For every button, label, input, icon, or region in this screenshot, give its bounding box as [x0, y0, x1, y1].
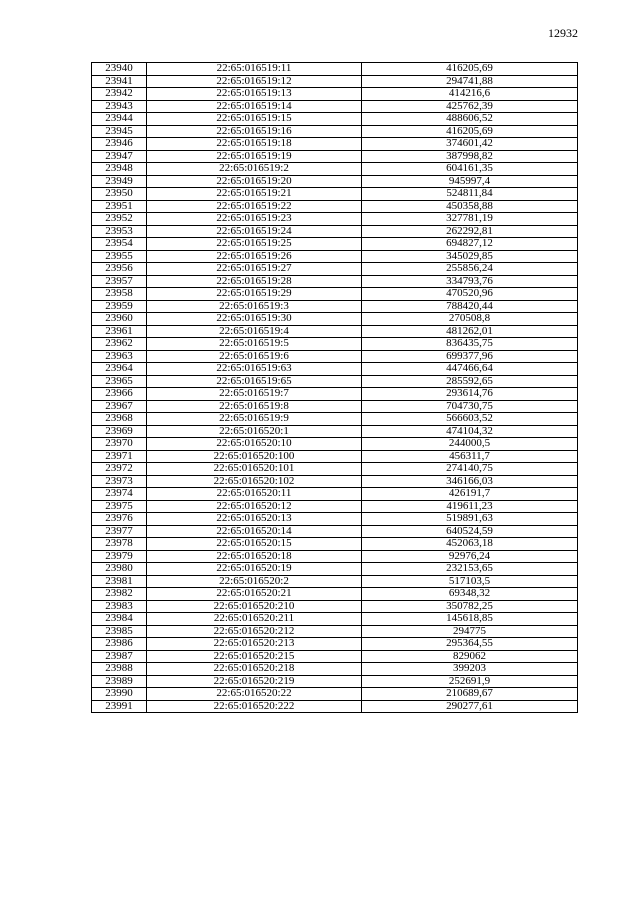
table-row: [92, 663, 578, 676]
value-cell: 252691,9: [362, 675, 578, 688]
value-cell: 416205,69: [362, 63, 578, 76]
value-cell: 262292,81: [362, 225, 578, 238]
row-number-cell: 23946: [92, 138, 147, 151]
value-cell: 519891,63: [362, 513, 578, 526]
table-row: [92, 638, 578, 651]
table-row: [92, 525, 578, 538]
row-number-cell: 23970: [92, 438, 147, 451]
row-number-cell: 23974: [92, 488, 147, 501]
table-row: [92, 63, 578, 76]
cadastral-number-cell: 22:65:016519:8: [147, 400, 362, 413]
row-number-cell: 23956: [92, 263, 147, 276]
value-cell: 346166,03: [362, 475, 578, 488]
row-number-cell: 23978: [92, 538, 147, 551]
row-number-cell: 23973: [92, 475, 147, 488]
row-number-cell: 23980: [92, 563, 147, 576]
value-cell: 524811,84: [362, 188, 578, 201]
table-row: [92, 438, 578, 451]
value-cell: 232153,65: [362, 563, 578, 576]
row-number-cell: 23981: [92, 575, 147, 588]
table-row: [92, 113, 578, 126]
cadastral-number-cell: 22:65:016519:18: [147, 138, 362, 151]
row-number-cell: 23991: [92, 700, 147, 713]
row-number-cell: 23983: [92, 600, 147, 613]
value-cell: 836435,75: [362, 338, 578, 351]
row-number-cell: 23942: [92, 88, 147, 101]
table-row: [92, 88, 578, 101]
table-row: [92, 313, 578, 326]
cadastral-number-cell: 22:65:016520:1: [147, 425, 362, 438]
cadastral-number-cell: 22:65:016520:19: [147, 563, 362, 576]
table-row: [92, 325, 578, 338]
cadastral-number-cell: 22:65:016519:2: [147, 163, 362, 176]
row-number-cell: 23985: [92, 625, 147, 638]
table-row: [92, 350, 578, 363]
row-number-cell: 23941: [92, 75, 147, 88]
table-row: [92, 163, 578, 176]
value-cell: 945997,4: [362, 175, 578, 188]
data-table: [91, 62, 578, 713]
value-cell: 699377,96: [362, 350, 578, 363]
cadastral-number-cell: 22:65:016519:20: [147, 175, 362, 188]
row-number-cell: 23950: [92, 188, 147, 201]
cadastral-number-cell: 22:65:016519:6: [147, 350, 362, 363]
cadastral-number-cell: 22:65:016519:4: [147, 325, 362, 338]
cadastral-number-cell: 22:65:016520:213: [147, 638, 362, 651]
table-row: [92, 425, 578, 438]
value-cell: 414216,6: [362, 88, 578, 101]
value-cell: 788420,44: [362, 300, 578, 313]
table-row: [92, 463, 578, 476]
row-number-cell: 23949: [92, 175, 147, 188]
cadastral-number-cell: 22:65:016520:21: [147, 588, 362, 601]
cadastral-number-cell: 22:65:016520:211: [147, 613, 362, 626]
row-number-cell: 23959: [92, 300, 147, 313]
row-number-cell: 23989: [92, 675, 147, 688]
table-row: [92, 600, 578, 613]
table-row: [92, 100, 578, 113]
cadastral-number-cell: 22:65:016519:12: [147, 75, 362, 88]
value-cell: 829062: [362, 650, 578, 663]
row-number-cell: 23982: [92, 588, 147, 601]
value-cell: 399203: [362, 663, 578, 676]
row-number-cell: 23960: [92, 313, 147, 326]
cadastral-number-cell: 22:65:016519:30: [147, 313, 362, 326]
value-cell: 244000,5: [362, 438, 578, 451]
table-row: [92, 200, 578, 213]
table-row: [92, 588, 578, 601]
value-cell: 285592,65: [362, 375, 578, 388]
table-row: [92, 488, 578, 501]
cadastral-number-cell: 22:65:016519:3: [147, 300, 362, 313]
cadastral-number-cell: 22:65:016519:27: [147, 263, 362, 276]
cadastral-number-cell: 22:65:016519:13: [147, 88, 362, 101]
page-number: 12932: [548, 26, 578, 40]
value-cell: 69348,32: [362, 588, 578, 601]
table-row: [92, 213, 578, 226]
table-row: [92, 150, 578, 163]
value-cell: 481262,01: [362, 325, 578, 338]
row-number-cell: 23986: [92, 638, 147, 651]
table-row: [92, 263, 578, 276]
table-row: [92, 450, 578, 463]
cadastral-number-cell: 22:65:016519:7: [147, 388, 362, 401]
cadastral-number-cell: 22:65:016520:12: [147, 500, 362, 513]
row-number-cell: 23952: [92, 213, 147, 226]
table-row: [92, 613, 578, 626]
table-row: [92, 388, 578, 401]
table-row: [92, 475, 578, 488]
value-cell: 488606,52: [362, 113, 578, 126]
row-number-cell: 23947: [92, 150, 147, 163]
row-number-cell: 23963: [92, 350, 147, 363]
cadastral-number-cell: 22:65:016519:14: [147, 100, 362, 113]
cadastral-number-cell: 22:65:016519:15: [147, 113, 362, 126]
row-number-cell: 23971: [92, 450, 147, 463]
value-cell: 452063,18: [362, 538, 578, 551]
cadastral-number-cell: 22:65:016519:11: [147, 63, 362, 76]
cadastral-number-cell: 22:65:016519:24: [147, 225, 362, 238]
row-number-cell: 23961: [92, 325, 147, 338]
value-cell: 566603,52: [362, 413, 578, 426]
table-row: [92, 538, 578, 551]
row-number-cell: 23940: [92, 63, 147, 76]
cadastral-number-cell: 22:65:016520:14: [147, 525, 362, 538]
cadastral-number-cell: 22:65:016520:222: [147, 700, 362, 713]
value-cell: 474104,32: [362, 425, 578, 438]
table-row: [92, 75, 578, 88]
row-number-cell: 23944: [92, 113, 147, 126]
cadastral-number-cell: 22:65:016519:5: [147, 338, 362, 351]
value-cell: 450358,88: [362, 200, 578, 213]
table-row: [92, 700, 578, 713]
value-cell: 295364,55: [362, 638, 578, 651]
cadastral-number-cell: 22:65:016520:101: [147, 463, 362, 476]
row-number-cell: 23966: [92, 388, 147, 401]
value-cell: 274140,75: [362, 463, 578, 476]
cadastral-number-cell: 22:65:016520:18: [147, 550, 362, 563]
cadastral-number-cell: 22:65:016520:11: [147, 488, 362, 501]
value-cell: 210689,67: [362, 688, 578, 701]
table-row: [92, 625, 578, 638]
table-row: [92, 650, 578, 663]
value-cell: 327781,19: [362, 213, 578, 226]
table-body: [92, 63, 578, 713]
cadastral-number-cell: 22:65:016519:22: [147, 200, 362, 213]
table-row: [92, 513, 578, 526]
row-number-cell: 23968: [92, 413, 147, 426]
table-row: [92, 575, 578, 588]
row-number-cell: 23976: [92, 513, 147, 526]
row-number-cell: 23945: [92, 125, 147, 138]
table-row: [92, 688, 578, 701]
value-cell: 425762,39: [362, 100, 578, 113]
row-number-cell: 23967: [92, 400, 147, 413]
row-number-cell: 23958: [92, 288, 147, 301]
row-number-cell: 23957: [92, 275, 147, 288]
row-number-cell: 23948: [92, 163, 147, 176]
row-number-cell: 23984: [92, 613, 147, 626]
cadastral-number-cell: 22:65:016520:15: [147, 538, 362, 551]
table-row: [92, 175, 578, 188]
cadastral-number-cell: 22:65:016520:100: [147, 450, 362, 463]
cadastral-number-cell: 22:65:016519:29: [147, 288, 362, 301]
table-row: [92, 188, 578, 201]
table-row: [92, 138, 578, 151]
row-number-cell: 23979: [92, 550, 147, 563]
cadastral-number-cell: 22:65:016519:21: [147, 188, 362, 201]
value-cell: 293614,76: [362, 388, 578, 401]
table-row: [92, 363, 578, 376]
value-cell: 456311,7: [362, 450, 578, 463]
table-row: [92, 375, 578, 388]
value-cell: 704730,75: [362, 400, 578, 413]
cadastral-number-cell: 22:65:016520:10: [147, 438, 362, 451]
table-row: [92, 413, 578, 426]
row-number-cell: 23954: [92, 238, 147, 251]
cadastral-number-cell: 22:65:016520:219: [147, 675, 362, 688]
cadastral-number-cell: 22:65:016520:218: [147, 663, 362, 676]
cadastral-number-cell: 22:65:016520:210: [147, 600, 362, 613]
table-row: [92, 400, 578, 413]
value-cell: 470520,96: [362, 288, 578, 301]
cadastral-number-cell: 22:65:016519:9: [147, 413, 362, 426]
value-cell: 604161,35: [362, 163, 578, 176]
cadastral-number-cell: 22:65:016520:13: [147, 513, 362, 526]
cadastral-number-cell: 22:65:016519:63: [147, 363, 362, 376]
cadastral-number-cell: 22:65:016519:19: [147, 150, 362, 163]
value-cell: 345029,85: [362, 250, 578, 263]
cadastral-number-cell: 22:65:016520:102: [147, 475, 362, 488]
table-row: [92, 250, 578, 263]
table-row: [92, 275, 578, 288]
value-cell: 387998,82: [362, 150, 578, 163]
table-row: [92, 550, 578, 563]
value-cell: 426191,7: [362, 488, 578, 501]
value-cell: 447466,64: [362, 363, 578, 376]
table-row: [92, 300, 578, 313]
row-number-cell: 23977: [92, 525, 147, 538]
row-number-cell: 23964: [92, 363, 147, 376]
cadastral-number-cell: 22:65:016519:65: [147, 375, 362, 388]
value-cell: 255856,24: [362, 263, 578, 276]
value-cell: 290277,61: [362, 700, 578, 713]
table-row: [92, 125, 578, 138]
row-number-cell: 23975: [92, 500, 147, 513]
table-row: [92, 225, 578, 238]
value-cell: 374601,42: [362, 138, 578, 151]
value-cell: 270508,8: [362, 313, 578, 326]
table-row: [92, 288, 578, 301]
table-row: [92, 500, 578, 513]
value-cell: 517103,5: [362, 575, 578, 588]
row-number-cell: 23965: [92, 375, 147, 388]
cadastral-number-cell: 22:65:016519:25: [147, 238, 362, 251]
value-cell: 694827,12: [362, 238, 578, 251]
cadastral-number-cell: 22:65:016520:212: [147, 625, 362, 638]
table-row: [92, 675, 578, 688]
cadastral-number-cell: 22:65:016519:23: [147, 213, 362, 226]
value-cell: 416205,69: [362, 125, 578, 138]
row-number-cell: 23955: [92, 250, 147, 263]
cadastral-number-cell: 22:65:016519:16: [147, 125, 362, 138]
value-cell: 294741,88: [362, 75, 578, 88]
row-number-cell: 23988: [92, 663, 147, 676]
cadastral-number-cell: 22:65:016520:215: [147, 650, 362, 663]
value-cell: 350782,25: [362, 600, 578, 613]
table-row: [92, 563, 578, 576]
row-number-cell: 23962: [92, 338, 147, 351]
value-cell: 334793,76: [362, 275, 578, 288]
row-number-cell: 23953: [92, 225, 147, 238]
cadastral-number-cell: 22:65:016519:26: [147, 250, 362, 263]
value-cell: 294775: [362, 625, 578, 638]
value-cell: 145618,85: [362, 613, 578, 626]
table-row: [92, 338, 578, 351]
value-cell: 419611,23: [362, 500, 578, 513]
cadastral-number-cell: 22:65:016520:2: [147, 575, 362, 588]
table-row: [92, 238, 578, 251]
cadastral-number-cell: 22:65:016519:28: [147, 275, 362, 288]
row-number-cell: 23990: [92, 688, 147, 701]
row-number-cell: 23969: [92, 425, 147, 438]
row-number-cell: 23951: [92, 200, 147, 213]
row-number-cell: 23943: [92, 100, 147, 113]
row-number-cell: 23987: [92, 650, 147, 663]
value-cell: 640524,59: [362, 525, 578, 538]
value-cell: 92976,24: [362, 550, 578, 563]
row-number-cell: 23972: [92, 463, 147, 476]
cadastral-number-cell: 22:65:016520:22: [147, 688, 362, 701]
